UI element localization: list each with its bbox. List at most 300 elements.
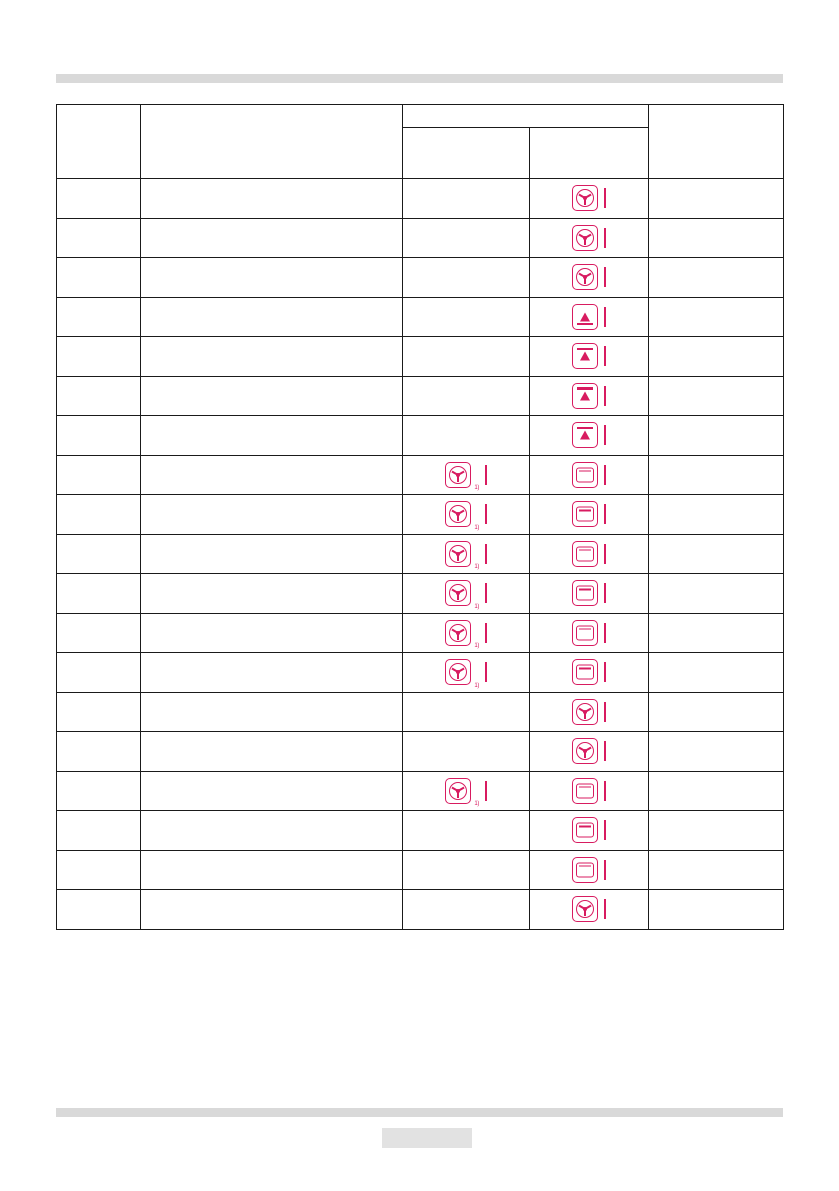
static-oven-icon <box>572 857 598 883</box>
table-row <box>57 890 784 930</box>
fan-circle-icon <box>445 462 471 488</box>
heat-triangle <box>580 431 590 440</box>
icon-divider <box>604 781 606 801</box>
level-value <box>57 433 140 437</box>
icon-divider <box>485 623 487 643</box>
icon-group <box>403 772 529 811</box>
cell-function-b <box>530 692 649 732</box>
cell-function-a <box>403 811 530 851</box>
icon-group <box>403 456 529 495</box>
footnote-marker: 1) <box>474 801 480 807</box>
icon-group <box>530 811 648 850</box>
heat-triangle <box>580 352 590 361</box>
cell-notes <box>649 376 784 416</box>
cell-dish <box>141 811 403 851</box>
icon-group <box>530 653 648 692</box>
cell-dish <box>141 297 403 337</box>
icon-group <box>403 574 529 613</box>
oven-rect-glyph <box>576 546 594 561</box>
cell-function-a <box>403 337 530 377</box>
level-value <box>57 749 140 753</box>
fan-glyph <box>576 742 594 760</box>
heat-bar <box>577 427 593 429</box>
cell-dish <box>141 771 403 811</box>
fan-hub <box>456 591 460 595</box>
dish-value <box>141 433 402 437</box>
icon-group <box>403 614 529 653</box>
table-row <box>57 653 784 693</box>
header-dish <box>141 105 403 179</box>
cell-function-a <box>403 455 530 495</box>
header-rule <box>56 74 783 83</box>
cell-dish <box>141 890 403 930</box>
fan-circle-icon <box>572 185 598 211</box>
notes-value <box>649 591 783 595</box>
cell-function-b <box>530 850 649 890</box>
heat-triangle <box>580 312 590 321</box>
oven-top-element <box>579 549 591 550</box>
cell-dish <box>141 732 403 772</box>
notes-value <box>649 868 783 872</box>
static-oven-icon <box>572 580 598 606</box>
cell-dish <box>141 218 403 258</box>
cell-dish <box>141 455 403 495</box>
cell-level <box>57 297 141 337</box>
cell-function-b <box>530 455 649 495</box>
dish-value <box>141 789 402 793</box>
table-row <box>57 337 784 377</box>
header-function-b <box>530 128 649 179</box>
cell-level <box>57 811 141 851</box>
static-oven-icon <box>572 817 598 843</box>
cell-dish <box>141 179 403 219</box>
fan-glyph <box>576 229 594 247</box>
fan-circle-icon <box>572 225 598 251</box>
cell-level <box>57 258 141 298</box>
icon-divider <box>604 386 606 406</box>
fan-glyph <box>449 545 467 563</box>
fan-hub <box>583 236 587 240</box>
static-oven-icon <box>572 620 598 646</box>
dish-value <box>141 512 402 516</box>
heat-bar <box>577 387 593 389</box>
level-value <box>57 275 140 279</box>
cell-function-b <box>530 771 649 811</box>
cell-function-a <box>403 771 530 811</box>
heat-glyph <box>576 426 594 444</box>
static-oven-icon <box>572 659 598 685</box>
cell-notes <box>649 534 784 574</box>
notes-value <box>649 710 783 714</box>
icon-group <box>530 772 648 811</box>
icon-divider <box>604 623 606 643</box>
fan-circle-icon <box>572 738 598 764</box>
icon-divider <box>485 583 487 603</box>
cell-function-b <box>530 218 649 258</box>
cell-dish <box>141 850 403 890</box>
fan-hub <box>583 196 587 200</box>
cell-function-b <box>530 258 649 298</box>
footnote-marker: 1) <box>474 682 480 689</box>
heat-glyph <box>576 387 594 405</box>
cell-function-b <box>530 653 649 693</box>
fan-circle-icon <box>572 264 598 290</box>
cell-dish <box>141 574 403 614</box>
fan-hub <box>583 749 587 753</box>
fan-circle-icon <box>445 659 471 685</box>
oven-top-element <box>579 786 591 787</box>
fan-glyph <box>449 584 467 602</box>
fan-hub <box>456 473 460 477</box>
cell-level <box>57 416 141 456</box>
oven-top-element <box>579 589 591 590</box>
cell-dish <box>141 337 403 377</box>
notes-value <box>649 828 783 832</box>
cell-dish <box>141 376 403 416</box>
cell-function-a <box>403 732 530 772</box>
dish-value <box>141 473 402 477</box>
cell-level <box>57 218 141 258</box>
notes-value <box>649 789 783 793</box>
notes-value <box>649 907 783 911</box>
fan-glyph <box>449 466 467 484</box>
icon-divider <box>604 544 606 564</box>
heat-bar <box>577 323 593 325</box>
fan-glyph <box>576 268 594 286</box>
notes-value <box>649 433 783 437</box>
icon-divider <box>485 781 487 801</box>
notes-value <box>649 473 783 477</box>
icon-group <box>530 416 648 455</box>
cell-level <box>57 455 141 495</box>
cell-notes <box>649 613 784 653</box>
table-row <box>57 416 784 456</box>
cell-dish <box>141 613 403 653</box>
table-header-row-top <box>57 105 784 128</box>
icon-group <box>530 377 648 416</box>
table-row <box>57 179 784 219</box>
cell-notes <box>649 653 784 693</box>
cell-function-b <box>530 534 649 574</box>
notes-value <box>649 512 783 516</box>
table-row <box>57 613 784 653</box>
cell-level <box>57 890 141 930</box>
oven-top-element <box>579 470 591 471</box>
oven-top-element <box>579 826 591 827</box>
heat-bar <box>577 348 593 350</box>
icon-divider <box>604 860 606 880</box>
cell-notes <box>649 337 784 377</box>
table-row <box>57 771 784 811</box>
cell-function-b <box>530 811 649 851</box>
icon-divider <box>604 425 606 445</box>
cell-function-a <box>403 258 530 298</box>
cell-level <box>57 850 141 890</box>
icon-group <box>530 693 648 732</box>
cell-function-a <box>403 850 530 890</box>
fan-glyph <box>576 703 594 721</box>
level-value <box>57 631 140 635</box>
icon-divider <box>604 346 606 366</box>
oven-rect-glyph <box>576 625 594 640</box>
icon-group <box>530 258 648 297</box>
notes-value <box>649 236 783 240</box>
icon-divider <box>604 465 606 485</box>
dish-value <box>141 907 402 911</box>
heat-glyph <box>576 308 594 326</box>
cell-level <box>57 337 141 377</box>
top-heat-icon <box>572 343 598 369</box>
oven-rect-glyph <box>576 665 594 680</box>
fan-circle-icon <box>445 501 471 527</box>
dish-value <box>141 710 402 714</box>
bottom-heat-icon <box>572 304 598 330</box>
cell-dish <box>141 534 403 574</box>
icon-divider <box>604 267 606 287</box>
cooking-table <box>56 104 784 930</box>
cell-level <box>57 613 141 653</box>
cell-function-a <box>403 416 530 456</box>
notes-value <box>649 552 783 556</box>
footnote-marker: 1) <box>474 485 480 491</box>
table-row <box>57 574 784 614</box>
table-body <box>57 179 784 930</box>
fan-hub <box>456 512 460 516</box>
notes-value <box>649 631 783 635</box>
fan-glyph <box>449 782 467 800</box>
fan-hub <box>583 907 587 911</box>
cell-notes <box>649 179 784 219</box>
icon-divider <box>485 504 487 524</box>
fan-glyph <box>449 663 467 681</box>
header-level <box>57 105 141 179</box>
level-value <box>57 394 140 398</box>
table-row <box>57 534 784 574</box>
icon-group <box>530 535 648 574</box>
cell-level <box>57 653 141 693</box>
level-value <box>57 236 140 240</box>
fan-glyph <box>449 624 467 642</box>
icon-group <box>530 732 648 771</box>
icon-group <box>530 851 648 890</box>
icon-divider <box>604 662 606 682</box>
cell-function-b <box>530 297 649 337</box>
static-oven-icon <box>572 778 598 804</box>
icon-group <box>530 298 648 337</box>
static-oven-icon <box>572 541 598 567</box>
top-heat-icon <box>572 422 598 448</box>
notes-value <box>649 315 783 319</box>
icon-divider <box>604 188 606 208</box>
level-value <box>57 670 140 674</box>
footnote-marker: 1) <box>474 603 480 610</box>
static-oven-icon <box>572 501 598 527</box>
dish-value <box>141 196 402 200</box>
cell-level <box>57 692 141 732</box>
level-value <box>57 512 140 516</box>
fan-hub <box>583 275 587 279</box>
oven-rect-glyph <box>576 507 594 522</box>
icon-divider <box>604 899 606 919</box>
cell-function-b <box>530 376 649 416</box>
cell-notes <box>649 218 784 258</box>
fan-hub <box>456 789 460 793</box>
cell-level <box>57 732 141 772</box>
oven-rect-glyph <box>576 823 594 838</box>
icon-group <box>530 495 648 534</box>
cell-function-a <box>403 613 530 653</box>
level-value <box>57 354 140 358</box>
cell-notes <box>649 258 784 298</box>
cell-notes <box>649 850 784 890</box>
fan-glyph <box>576 189 594 207</box>
table-row <box>57 258 784 298</box>
fan-glyph <box>449 505 467 523</box>
level-value <box>57 828 140 832</box>
icon-group <box>530 456 648 495</box>
table-row <box>57 850 784 890</box>
dish-value <box>141 552 402 556</box>
fan-hub <box>456 670 460 674</box>
cell-level <box>57 376 141 416</box>
header-function-group <box>403 105 649 128</box>
cell-notes <box>649 890 784 930</box>
oven-top-element <box>579 628 591 629</box>
cell-dish <box>141 692 403 732</box>
oven-top-element <box>579 865 591 866</box>
icon-divider <box>604 820 606 840</box>
dish-value <box>141 394 402 398</box>
table-row <box>57 692 784 732</box>
oven-rect-glyph <box>576 783 594 798</box>
dish-value <box>141 670 402 674</box>
oven-top-element <box>579 668 591 669</box>
notes-value <box>649 275 783 279</box>
static-oven-icon <box>572 462 598 488</box>
cell-function-b <box>530 613 649 653</box>
footnote-marker: 1) <box>474 643 480 649</box>
dish-value <box>141 868 402 872</box>
icon-group <box>403 535 529 574</box>
cell-level <box>57 534 141 574</box>
notes-value <box>649 196 783 200</box>
page-number <box>382 1128 472 1148</box>
cell-notes <box>649 416 784 456</box>
cell-dish <box>141 653 403 693</box>
cell-function-a <box>403 890 530 930</box>
icon-divider <box>485 662 487 682</box>
icon-divider <box>604 307 606 327</box>
cell-function-a <box>403 218 530 258</box>
cell-notes <box>649 495 784 535</box>
level-value <box>57 710 140 714</box>
cell-dish <box>141 495 403 535</box>
icon-group <box>530 574 648 613</box>
cell-level <box>57 771 141 811</box>
level-value <box>57 789 140 793</box>
cell-notes <box>649 455 784 495</box>
table-row <box>57 297 784 337</box>
heat-triangle <box>580 391 590 400</box>
cell-function-b <box>530 495 649 535</box>
cell-function-b <box>530 179 649 219</box>
cell-notes <box>649 297 784 337</box>
cell-function-b <box>530 416 649 456</box>
icon-divider <box>604 583 606 603</box>
cell-notes <box>649 811 784 851</box>
icon-group <box>530 337 648 376</box>
notes-value <box>649 394 783 398</box>
icon-group <box>530 219 648 258</box>
fan-glyph <box>576 900 594 918</box>
dish-value <box>141 354 402 358</box>
cell-function-b <box>530 337 649 377</box>
dish-value <box>141 275 402 279</box>
oven-rect-glyph <box>576 862 594 877</box>
icon-group <box>403 495 529 534</box>
heat-glyph <box>576 347 594 365</box>
dish-value <box>141 631 402 635</box>
cell-notes <box>649 692 784 732</box>
icon-divider <box>604 702 606 722</box>
icon-group <box>530 614 648 653</box>
level-value <box>57 591 140 595</box>
table-row <box>57 218 784 258</box>
table-row <box>57 455 784 495</box>
level-value <box>57 315 140 319</box>
cell-level <box>57 179 141 219</box>
footnote-marker: 1) <box>474 524 480 531</box>
fan-hub <box>583 710 587 714</box>
header-notes <box>649 105 784 179</box>
table-header <box>57 105 784 179</box>
cell-function-a <box>403 297 530 337</box>
level-value <box>57 907 140 911</box>
footer-rule <box>56 1108 783 1117</box>
icon-group <box>403 653 529 692</box>
fan-circle-icon <box>572 699 598 725</box>
oven-top-element <box>579 510 591 511</box>
fan-circle-icon <box>445 778 471 804</box>
dish-value <box>141 315 402 319</box>
footnote-marker: 1) <box>474 564 480 570</box>
fan-hub <box>456 631 460 635</box>
table-row <box>57 811 784 851</box>
cell-function-a <box>403 376 530 416</box>
cell-notes <box>649 771 784 811</box>
fan-circle-icon <box>445 580 471 606</box>
cell-function-a <box>403 692 530 732</box>
cell-function-a <box>403 179 530 219</box>
cell-dish <box>141 258 403 298</box>
oven-rect-glyph <box>576 467 594 482</box>
cell-dish <box>141 416 403 456</box>
cell-level <box>57 574 141 614</box>
cell-function-b <box>530 732 649 772</box>
notes-value <box>649 354 783 358</box>
dish-value <box>141 828 402 832</box>
top-heat-icon <box>572 383 598 409</box>
dish-value <box>141 749 402 753</box>
cell-function-a <box>403 574 530 614</box>
cell-function-b <box>530 890 649 930</box>
icon-divider <box>604 741 606 761</box>
notes-value <box>649 670 783 674</box>
icon-divider <box>604 504 606 524</box>
icon-group <box>530 179 648 218</box>
fan-circle-icon <box>572 896 598 922</box>
header-function-a <box>403 128 530 179</box>
